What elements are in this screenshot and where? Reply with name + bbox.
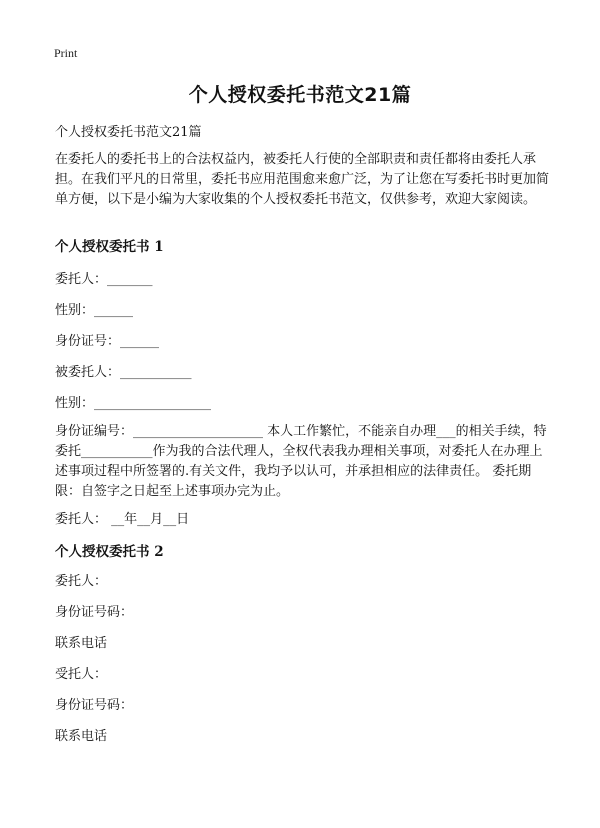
s2-field-agent: 受托人： [55,667,108,682]
subtitle: 个人授权委托书范文21篇 [55,125,202,140]
page-title: 个人授权委托书范文21篇 [188,84,412,106]
section1-heading: 个人授权委托书 1 [55,239,164,255]
print-label[interactable]: Print [54,46,78,60]
s2-field-id: 身份证号码： [55,605,134,620]
field-principal: 委托人：_______ [55,272,153,287]
s2-field-principal: 委托人： [55,574,108,589]
section2-heading: 个人授权委托书 2 [55,544,164,560]
field-agent-gender: 性别：__________________ [55,396,212,411]
section1-body: 身份证编号：____________________ 本人工作繁忙，不能亲自办理___的相关手续，特委托___________作为我的合法代理人，全权代表我办理相关事项，对委托人在办理上述事项过程中所签署的.有关文件，我均予以认可，并承担相应的法律责任。 委托期限：自签字之日起至上述事项办完为止。 [55,424,547,499]
field-agent: 被委托人：___________ [55,365,192,380]
signature-date-line: 委托人： __年__月__日 [55,512,190,527]
field-id-number: 身份证号：______ [55,334,160,349]
field-gender: 性别：______ [55,303,134,318]
s2-field-agent-phone: 联系电话 [55,729,108,744]
s2-field-agent-id: 身份证号码： [55,698,134,713]
s2-field-phone: 联系电话 [55,636,108,651]
intro-paragraph: 在委托人的委托书上的合法权益内，被委托人行使的全部职责和责任都将由委托人承担。在我们平凡的日常里，委托书应用范围愈来愈广泛，为了让您在写委托书时更加简单方便，以下是小编为大家收集的个人授权委托书范文，仅供参考，欢迎大家阅读。 [55,152,550,207]
